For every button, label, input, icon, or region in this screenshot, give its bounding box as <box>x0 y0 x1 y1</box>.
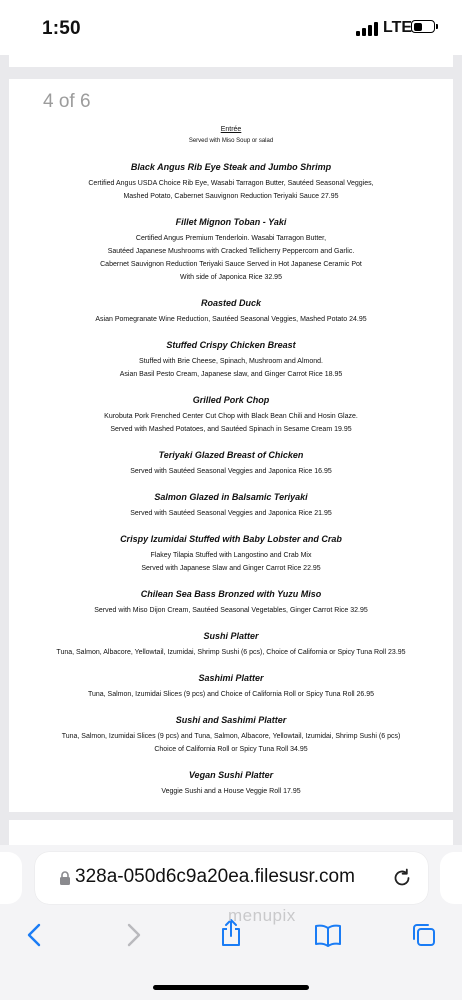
menu-item-name: Chilean Sea Bass Bronzed with Yuzu Miso <box>140 589 322 599</box>
chevron-left-icon[interactable] <box>22 922 48 948</box>
menu-item <box>9 534 453 575</box>
menu-item-name: Sushi Platter <box>203 631 259 641</box>
menu-item <box>9 589 453 617</box>
menu-item-name: Crispy Izumidai Stuffed with Baby Lobster and Crab <box>120 534 342 544</box>
clock: 1:50 <box>42 18 81 39</box>
network-label: LTE <box>383 19 413 36</box>
browser-toolbar <box>0 845 462 1000</box>
book-icon[interactable] <box>313 922 343 948</box>
menu-item-name: Stuffed Crispy Chicken Breast <box>166 340 296 350</box>
menu-item-description: Veggie Sushi and a House Veggie Roll 17.95 <box>161 788 301 795</box>
reload-icon[interactable] <box>390 866 414 890</box>
previous-page <box>9 55 453 67</box>
menu-item <box>9 162 453 203</box>
menu-item-description: Tuna, Salmon, Izumidai Slices (9 pcs) and Choice of California Roll or Spicy Tuna Roll 26.95 <box>87 691 375 698</box>
menu-item-description: Asian Basil Pesto Cream, Japanese slaw, and Ginger Carrot Rice 18.95 <box>119 371 343 378</box>
menu-item-description: Served with Sautéed Seasonal Veggies and Japonica Rice 21.95 <box>130 510 332 517</box>
menu-item <box>9 492 453 520</box>
menu-item-name: Salmon Glazed in Balsamic Teriyaki <box>154 492 308 502</box>
menu-item-description: Asian Pomegranate Wine Reduction, Sautéed Seasonal Veggies, Mashed Potato 24.95 <box>95 316 367 323</box>
menu-item <box>9 715 453 756</box>
status-bar <box>0 0 462 60</box>
menu-item-description: Mashed Potato, Cabernet Sauvignon Reduction Teriyaki Sauce 27.95 <box>123 193 339 200</box>
page-indicator: 4 of 6 <box>43 91 91 112</box>
menu-item-description: Served with Mashed Potatoes, and Sautéed Spinach in Sesame Cream 19.95 <box>110 426 352 433</box>
menu-item <box>9 395 453 436</box>
section-subtitle: Served with Miso Soup or salad <box>188 138 274 144</box>
chevron-right-icon[interactable] <box>120 922 146 948</box>
next-tab-preview[interactable] <box>440 852 462 904</box>
menu-item-description: Certified Angus USDA Choice Rib Eye, Wasabi Tarragon Butter, Sautéed Seasonal Veggies, <box>88 180 374 187</box>
tabs-icon[interactable] <box>411 922 437 948</box>
menu-item-description: Served with Sautéed Seasonal Veggies and Japonica Rice 16.95 <box>130 468 332 475</box>
lock-icon <box>59 870 71 886</box>
menu-item-description: Tuna, Salmon, Izumidai Slices (9 pcs) and Tuna, Salmon, Albacore, Yellowtail, Izumidai, Shrimp Sushi (6 pcs) <box>61 733 401 740</box>
menu-item-description: Choice of California Roll or Spicy Tuna Roll 34.95 <box>154 746 308 753</box>
menu-item-description: Stuffed with Brie Cheese, Spinach, Mushroom and Almond. <box>139 358 323 365</box>
menu-item-description: With side of Japonica Rice 32.95 <box>180 274 282 281</box>
menu-item-description: Tuna, Salmon, Albacore, Yellowtail, Izumidai, Shrimp Sushi (6 pcs), Choice of California or Spicy Tuna Roll 23.95 <box>56 649 406 656</box>
menu-item <box>9 770 453 798</box>
watermark: menupix <box>228 906 296 925</box>
menu-page <box>9 79 453 812</box>
menu-item <box>9 340 453 381</box>
address-bar[interactable] <box>35 852 428 904</box>
menu-item-name: Teriyaki Glazed Breast of Chicken <box>158 450 304 460</box>
menu-item <box>9 631 453 659</box>
menu-item-name: Grilled Pork Chop <box>192 395 270 405</box>
home-indicator[interactable] <box>153 985 309 990</box>
menu-item-description: Certified Angus Premium Tenderloin. Wasabi Tarragon Butter, <box>135 235 327 242</box>
menu-item-description: Served with Miso Dijon Cream, Sautéed Seasonal Vegetables, Ginger Carrot Rice 32.95 <box>94 607 368 614</box>
document-viewer[interactable] <box>0 55 462 845</box>
menu-item-name: Fillet Mignon Toban - Yaki <box>175 217 287 227</box>
menu-item-description: Flakey Tilapia Stuffed with Langostino and Crab Mix <box>150 552 312 559</box>
menu-item-description: Kurobuta Pork Frenched Center Cut Chop with Black Bean Chili and Hosin Glaze. <box>104 413 358 420</box>
section-title: Entrée <box>220 126 242 133</box>
menu-items <box>9 162 453 812</box>
menu-item-name: Sushi and Sashimi Platter <box>175 715 287 725</box>
previous-tab-preview[interactable] <box>0 852 22 904</box>
menu-item-description: Served with Japanese Slaw and Ginger Carrot Rice 22.95 <box>141 565 321 572</box>
menu-item-name: Vegan Sushi Platter <box>188 770 274 780</box>
menu-item-name: Sashimi Platter <box>198 673 264 683</box>
battery-icon <box>411 20 435 33</box>
url-text: 328a-050d6c9a20ea.filesusr.com <box>75 866 355 887</box>
menu-item-description: Sautéed Japanese Mushrooms with Cracked Tellicherry Peppercorn and Garlic. <box>107 248 355 255</box>
menu-item <box>9 217 453 284</box>
next-page <box>9 820 453 845</box>
menu-item-name: Black Angus Rib Eye Steak and Jumbo Shrimp <box>130 162 332 172</box>
menu-item-name: Roasted Duck <box>200 298 262 308</box>
menu-item <box>9 298 453 326</box>
menu-item <box>9 673 453 701</box>
cellular-signal-icon <box>356 22 380 36</box>
menu-item <box>9 450 453 478</box>
menu-item-description: Cabernet Sauvignon Reduction Teriyaki Sauce Served in Hot Japanese Ceramic Pot <box>100 261 362 268</box>
